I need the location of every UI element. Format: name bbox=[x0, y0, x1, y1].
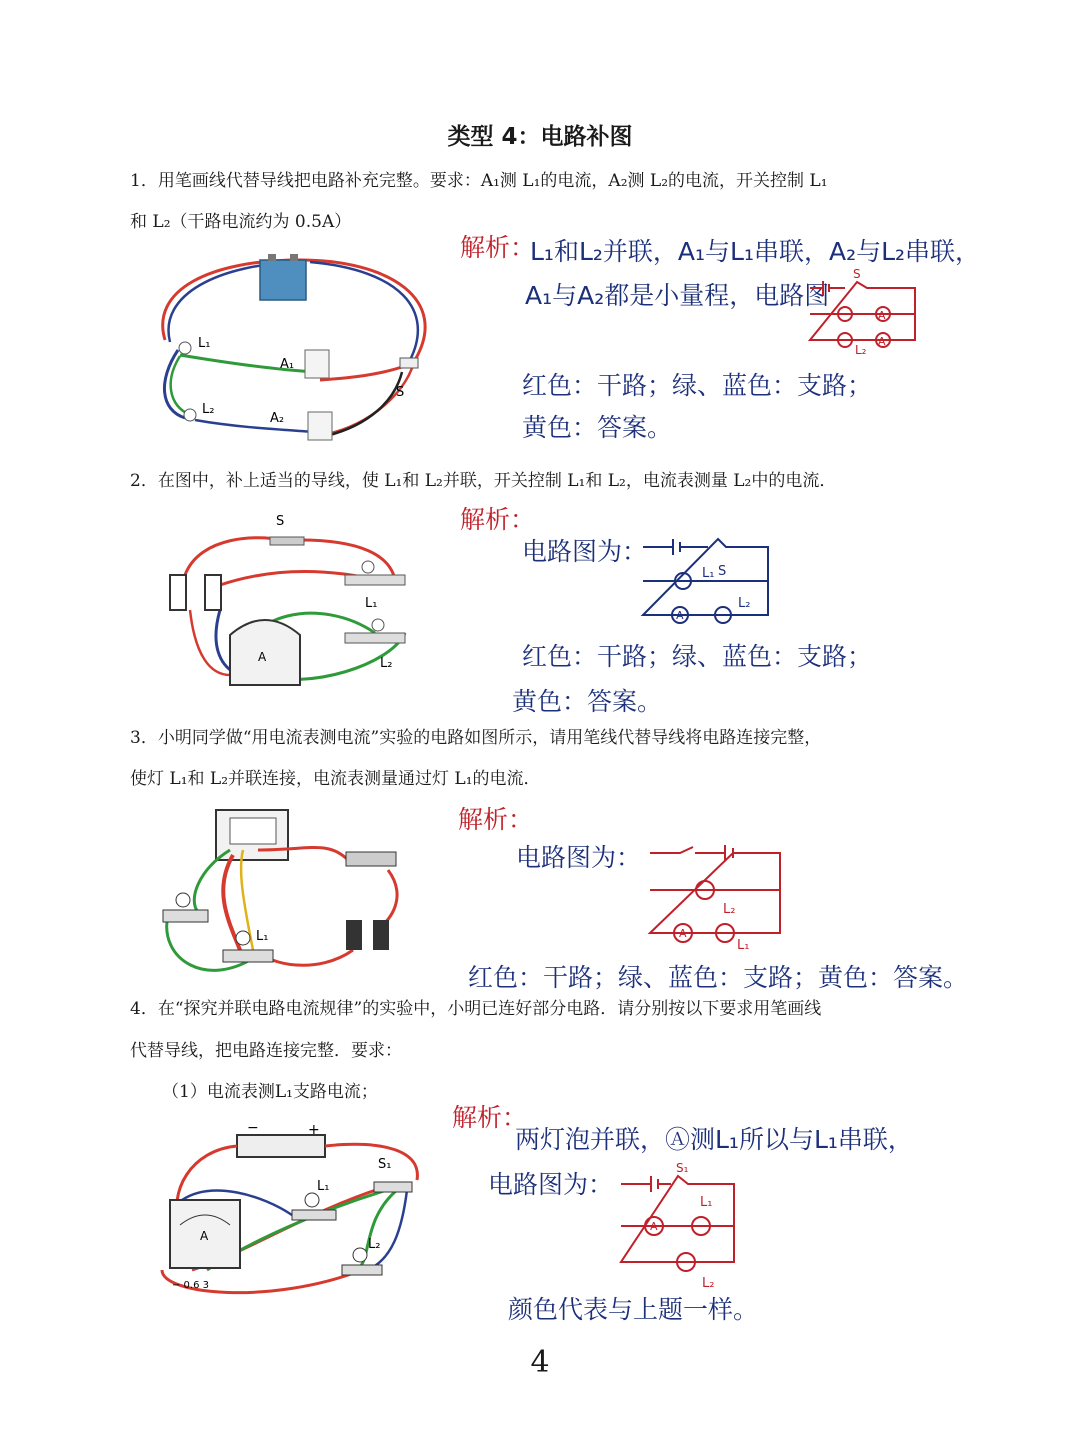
q1-blue-wire-right bbox=[310, 262, 418, 360]
l2-bulb-icon bbox=[372, 619, 384, 631]
q1-label-l2: L₂ bbox=[202, 402, 215, 417]
l1-lamp-base bbox=[292, 1210, 336, 1220]
q4-label-l1: L₁ bbox=[317, 1179, 330, 1194]
l1-bulb-icon bbox=[236, 931, 250, 945]
battery-cell-icon bbox=[170, 575, 186, 610]
q2-circuit-figure bbox=[160, 515, 430, 695]
q3-schem-a: A bbox=[679, 927, 687, 940]
q1-analysis-line1: L₁和L₂并联，A₁与L₁串联，A₂与L₂串联， bbox=[530, 237, 981, 266]
q1-schematic bbox=[805, 267, 920, 357]
switch-icon bbox=[374, 1182, 412, 1192]
battery-cell-icon bbox=[373, 920, 389, 950]
l1-bulb-icon bbox=[179, 342, 191, 354]
q2-color-note2: 黄色：答案。 bbox=[512, 687, 663, 716]
bulb-icon bbox=[176, 893, 190, 907]
q4-text-line2: 代替导线，把电路连接完整．要求： bbox=[130, 1041, 402, 1061]
q2-label-l2: L₂ bbox=[380, 656, 393, 671]
q2-label-s: S bbox=[276, 514, 285, 529]
q4-schematic bbox=[616, 1162, 741, 1292]
q4-diagram-label: 电路图为： bbox=[488, 1170, 614, 1199]
q1-schem-a2: A bbox=[878, 335, 886, 348]
q2-color-note1: 红色：干路；绿、蓝色：支路； bbox=[522, 642, 873, 671]
q1-label-a1: A₁ bbox=[280, 357, 295, 372]
battery-cell-icon bbox=[205, 575, 221, 610]
q2-analysis-label: 解析： bbox=[460, 505, 536, 534]
q4-label-minus: − bbox=[247, 1120, 259, 1136]
q4-label-a: A bbox=[200, 1229, 209, 1243]
l1-bulb-icon bbox=[362, 561, 374, 573]
q1-color-note2: 黄色：答案。 bbox=[522, 413, 673, 442]
q3-diagram-label: 电路图为： bbox=[516, 843, 642, 872]
l2-lamp-base bbox=[342, 1265, 382, 1275]
q3-text-line2: 使灯 L₁和 L₂并联连接，电流表测量通过灯 L₁的电流． bbox=[130, 769, 541, 789]
l2-lamp-base bbox=[345, 633, 405, 643]
q3-text-line1: 3．小明同学做“用电流表测电流”实验的电路如图所示，请用笔线代替导线将电路连接完整， bbox=[130, 728, 822, 748]
q2-label-l1: L₁ bbox=[365, 596, 378, 611]
switch-icon bbox=[400, 358, 418, 368]
q1-label-s: S bbox=[396, 385, 405, 400]
q3-color-note: 红色：干路；绿、蓝色：支路；黄色：答案。 bbox=[468, 963, 969, 992]
q1-analysis-line2: A₁与A₂都是小量程，电路图 bbox=[525, 281, 830, 310]
q4-label-terminals: − 0.6 3 bbox=[172, 1280, 210, 1291]
q2-schem-l2: L₂ bbox=[738, 596, 751, 611]
l1-lamp-base bbox=[345, 575, 405, 585]
battery-box-icon bbox=[237, 1135, 325, 1157]
q1-schem-s: S bbox=[853, 267, 861, 281]
battery-cell-icon bbox=[346, 920, 362, 950]
l1-bulb-icon bbox=[305, 1193, 319, 1207]
q4-schem-a: A bbox=[650, 1220, 658, 1233]
q4-sub-question: （1）电流表测L₁支路电流； bbox=[162, 1082, 378, 1102]
q4-schem-l2: L₂ bbox=[702, 1276, 715, 1291]
l2-bulb-icon bbox=[353, 1248, 367, 1262]
q3-analysis-label: 解析： bbox=[458, 805, 534, 834]
q1-circuit-figure bbox=[150, 250, 440, 445]
q4-color-note: 颜色代表与上题一样。 bbox=[508, 1295, 759, 1324]
lamp-base bbox=[163, 910, 208, 922]
l2-bulb-icon bbox=[184, 409, 196, 421]
q2-schem-s: S bbox=[718, 564, 727, 579]
q4-schem-l1: L₁ bbox=[700, 1195, 713, 1210]
q4-label-plus: + bbox=[308, 1122, 320, 1138]
q1-green-wire bbox=[180, 355, 315, 372]
q1-color-note1: 红色：干路；绿、蓝色：支路； bbox=[522, 371, 873, 400]
q4-analysis-line1: 两灯泡并联，Ⓐ测L₁所以与L₁串联， bbox=[515, 1125, 913, 1154]
q2-label-a: A bbox=[258, 650, 267, 664]
q1-label-a2: A₂ bbox=[270, 411, 285, 426]
q3-schem-l1: L₁ bbox=[737, 938, 750, 953]
a1-meter-icon bbox=[305, 350, 329, 378]
q1-schem-l2: L₂ bbox=[855, 343, 867, 357]
page-number: 4 bbox=[530, 1345, 550, 1380]
q1-analysis-label: 解析： bbox=[460, 233, 536, 262]
q3-schematic bbox=[645, 845, 790, 953]
q4-label-s1: S₁ bbox=[378, 1157, 392, 1172]
q2-diagram-label: 电路图为： bbox=[522, 537, 648, 566]
q4-circuit-figure bbox=[152, 1120, 437, 1310]
q4-label-l2: L₂ bbox=[368, 1237, 381, 1252]
q1-schem-a1: A bbox=[878, 309, 886, 322]
q4-analysis-label: 解析： bbox=[452, 1103, 528, 1132]
q1-label-l1: L₁ bbox=[198, 336, 211, 351]
q2-text-line1: 2．在图中，补上适当的导线，使 L₁和 L₂并联，开关控制 L₁和 L₂，电流表测量 L₂中的电流． bbox=[130, 471, 837, 491]
page-title: 类型 4：电路补图 bbox=[447, 124, 633, 150]
a2-meter-icon bbox=[308, 412, 332, 440]
switch-icon bbox=[270, 537, 304, 545]
q1-text-line2: 和 L₂（干路电流约为 0.5A） bbox=[130, 212, 352, 232]
q2-schem-l1: L₁ bbox=[702, 566, 715, 581]
q2-schematic bbox=[638, 535, 778, 620]
q2-schem-a: A bbox=[676, 609, 684, 622]
q4-schem-s1: S₁ bbox=[676, 1161, 689, 1175]
q1-text-line1: 1．用笔画线代替导线把电路补充完整。要求：A₁测 L₁的电流，A₂测 L₂的电流，开关控制 L₁ bbox=[130, 171, 828, 191]
switch-icon bbox=[346, 852, 396, 866]
l1-lamp-base bbox=[223, 950, 273, 962]
q4-text-line1: 4．在“探究并联电路电流规律”的实验中，小明已连好部分电路．请分别按以下要求用笔画线 bbox=[130, 999, 822, 1019]
q3-schem-l2: L₂ bbox=[723, 902, 736, 917]
q3-circuit-figure bbox=[158, 800, 408, 990]
battery-icon bbox=[260, 260, 306, 300]
q3-label-l1: L₁ bbox=[256, 929, 269, 944]
